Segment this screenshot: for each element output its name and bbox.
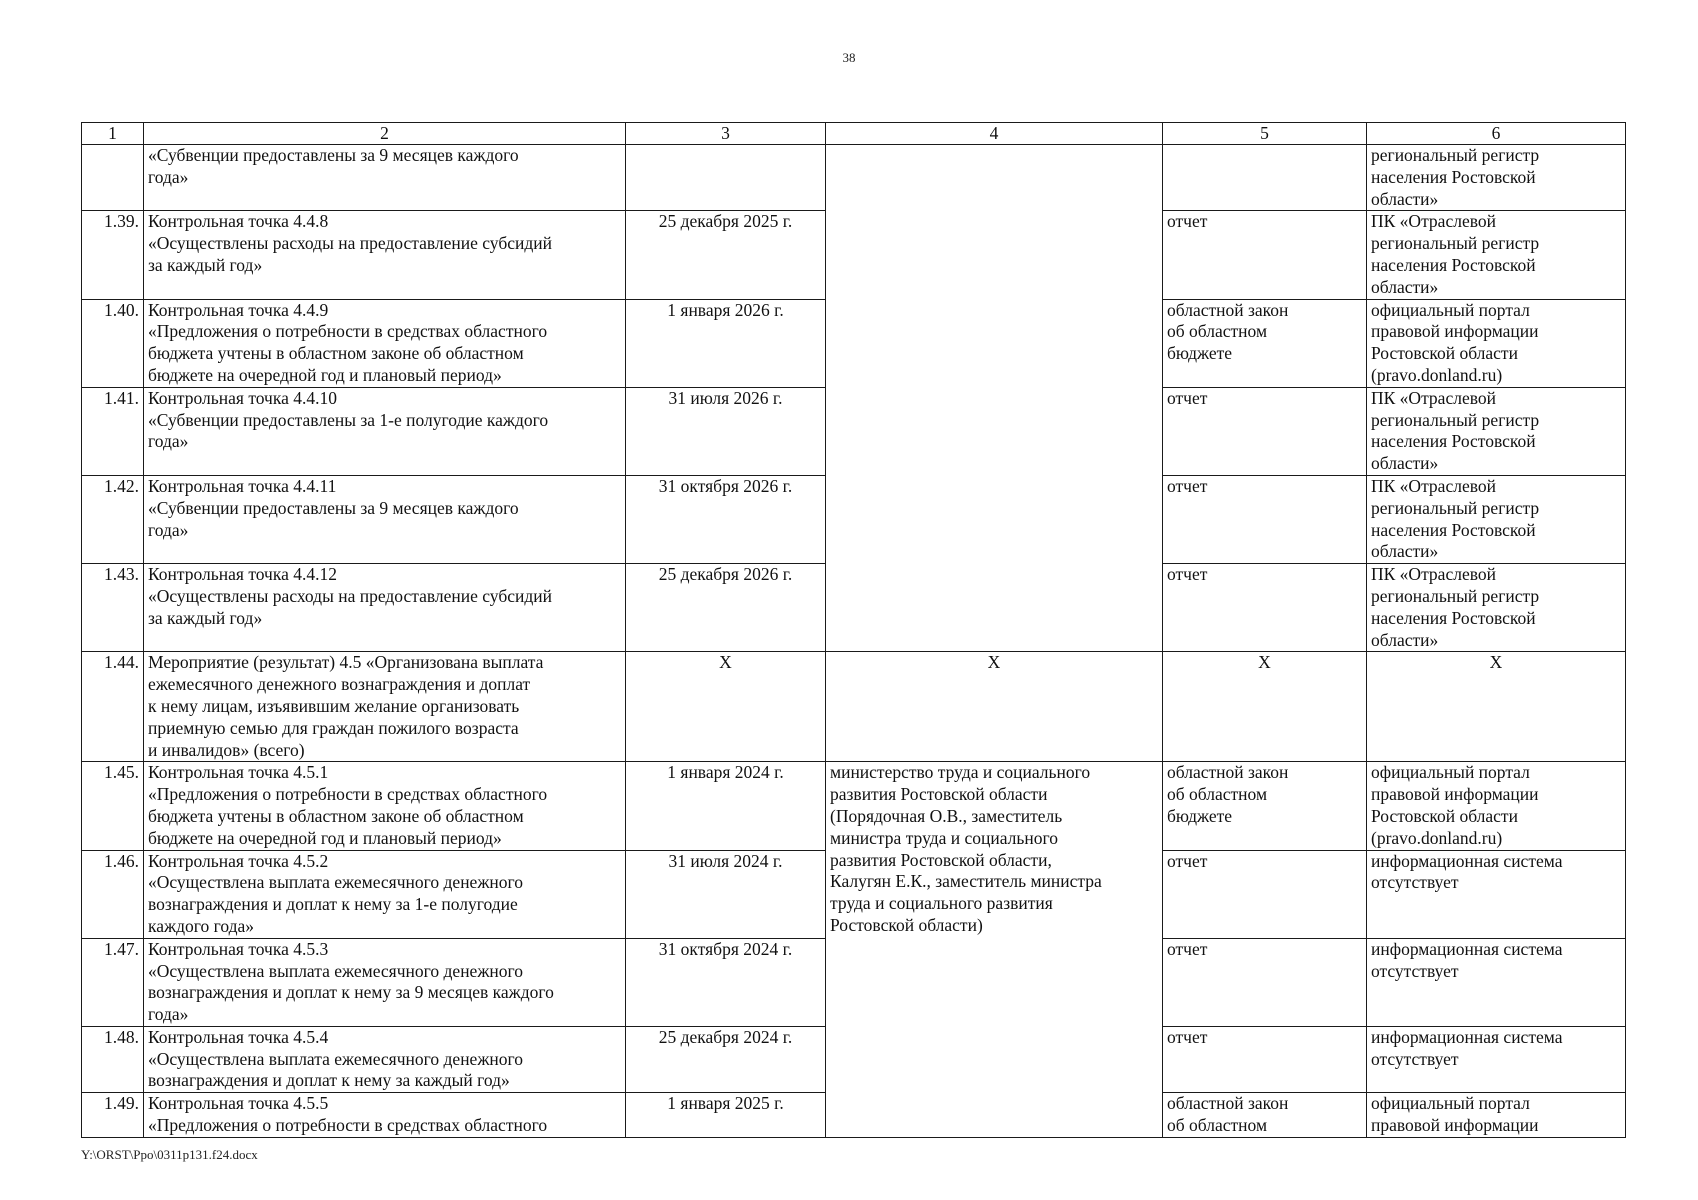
- row-text: Контрольная точка 4.4.8 «Осуществлены расходы на предоставление субсидий за каждый год»: [144, 211, 626, 299]
- row-text: Контрольная точка 4.5.2 «Осуществлена выплата ежемесячного денежного вознаграждения и доплат к нему за 1-е полугодие каждого года»: [144, 850, 626, 938]
- row-text: Мероприятие (результат) 4.5 «Организована выплата ежемесячного денежного вознаграждения и доплат к нему лицам, изъявившим желание организовать приемную семью для граждан пожилого возраста и инвалидов» (всего): [144, 652, 626, 762]
- row-document: отчет: [1163, 1026, 1367, 1092]
- row-date: 31 июля 2026 г.: [626, 387, 826, 475]
- header-cell: 3: [626, 123, 826, 145]
- header-cell: 2: [144, 123, 626, 145]
- row-source: информационная система отсутствует: [1367, 938, 1626, 1026]
- table-row: [82, 145, 1626, 211]
- row-document: X: [1163, 652, 1367, 762]
- table-row: [82, 652, 1626, 762]
- row-number: 1.40.: [82, 299, 144, 387]
- row-text: Контрольная точка 4.4.11 «Субвенции предоставлены за 9 месяцев каждого года»: [144, 475, 626, 563]
- row-document: отчет: [1163, 564, 1367, 652]
- row-document: отчет: [1163, 850, 1367, 938]
- row-number: 1.49.: [82, 1093, 144, 1138]
- row-text: Контрольная точка 4.4.10 «Субвенции предоставлены за 1-е полугодие каждого года»: [144, 387, 626, 475]
- page-number: 38: [842, 50, 856, 65]
- row-text: Контрольная точка 4.5.4 «Осуществлена выплата ежемесячного денежного вознаграждения и доплат к нему за каждый год»: [144, 1026, 626, 1092]
- row-date: 31 октября 2026 г.: [626, 475, 826, 563]
- header-cell: 6: [1367, 123, 1626, 145]
- row-number: 1.39.: [82, 211, 144, 299]
- row-document: областной закон об областном бюджете: [1163, 762, 1367, 850]
- row-number: 1.45.: [82, 762, 144, 850]
- row-text: «Субвенции предоставлены за 9 месяцев каждого года»: [144, 145, 626, 211]
- row-source: информационная система отсутствует: [1367, 850, 1626, 938]
- row-number: [82, 145, 144, 211]
- row-responsible-empty: [826, 145, 1163, 652]
- row-text: Контрольная точка 4.4.9 «Предложения о потребности в средствах областного бюджета учтены в областном законе об областном бюджете на очередной год и плановый период»: [144, 299, 626, 387]
- row-document: областной закон об областном бюджете: [1163, 299, 1367, 387]
- row-responsible: X: [826, 652, 1163, 762]
- row-source: ПК «Отраслевой региональный регистр населения Ростовской области»: [1367, 564, 1626, 652]
- row-number: 1.41.: [82, 387, 144, 475]
- row-source: X: [1367, 652, 1626, 762]
- row-date: 25 декабря 2024 г.: [626, 1026, 826, 1092]
- footer-file-path: Y:\ORST\Ppo\0311p131.f24.docx: [81, 1147, 258, 1162]
- row-text: Контрольная точка 4.5.3 «Осуществлена выплата ежемесячного денежного вознаграждения и доплат к нему за 9 месяцев каждого года»: [144, 938, 626, 1026]
- row-document: отчет: [1163, 475, 1367, 563]
- header-cell: 1: [82, 123, 144, 145]
- row-document: отчет: [1163, 211, 1367, 299]
- row-number: 1.42.: [82, 475, 144, 563]
- row-source: ПК «Отраслевой региональный регистр населения Ростовской области»: [1367, 387, 1626, 475]
- row-source: ПК «Отраслевой региональный регистр населения Ростовской области»: [1367, 475, 1626, 563]
- row-source: официальный портал правовой информации Ростовской области (pravo.donland.ru): [1367, 299, 1626, 387]
- row-date: 1 января 2025 г.: [626, 1093, 826, 1138]
- row-number: 1.48.: [82, 1026, 144, 1092]
- row-date: 1 января 2024 г.: [626, 762, 826, 850]
- header-cell: 5: [1163, 123, 1367, 145]
- header-cell: 4: [826, 123, 1163, 145]
- row-source: информационная система отсутствует: [1367, 1026, 1626, 1092]
- row-date: 25 декабря 2025 г.: [626, 211, 826, 299]
- row-date: 31 октября 2024 г.: [626, 938, 826, 1026]
- row-document: отчет: [1163, 938, 1367, 1026]
- row-date: [626, 145, 826, 211]
- plan-table: [81, 122, 1626, 1138]
- row-source: официальный портал правовой информации Ростовской области (pravo.donland.ru): [1367, 762, 1626, 850]
- header-row: [82, 123, 1626, 145]
- row-date: 31 июля 2024 г.: [626, 850, 826, 938]
- row-source: ПК «Отраслевой региональный регистр населения Ростовской области»: [1367, 211, 1626, 299]
- row-document: отчет: [1163, 387, 1367, 475]
- row-date: 25 декабря 2026 г.: [626, 564, 826, 652]
- row-text: Контрольная точка 4.5.1 «Предложения о потребности в средствах областного бюджета учтены в областном законе об областном бюджете на очередной год и плановый период»: [144, 762, 626, 850]
- row-source: официальный портал правовой информации: [1367, 1093, 1626, 1138]
- row-responsible: министерство труда и социального развития Ростовской области (Порядочная О.В., заместитель министра труда и социального развития Ростовской области, Калугян Е.К., заместитель министра труда и социального развития Ростовской области): [826, 762, 1163, 1138]
- row-date: 1 января 2026 г.: [626, 299, 826, 387]
- row-text: Контрольная точка 4.4.12 «Осуществлены расходы на предоставление субсидий за каждый год»: [144, 564, 626, 652]
- row-number: 1.44.: [82, 652, 144, 762]
- row-number: 1.46.: [82, 850, 144, 938]
- row-source: региональный регистр населения Ростовской области»: [1367, 145, 1626, 211]
- row-number: 1.47.: [82, 938, 144, 1026]
- row-document: [1163, 145, 1367, 211]
- row-date: X: [626, 652, 826, 762]
- row-document: областной закон об областном: [1163, 1093, 1367, 1138]
- row-text: Контрольная точка 4.5.5 «Предложения о потребности в средствах областного: [144, 1093, 626, 1138]
- table-row: [82, 762, 1626, 850]
- row-number: 1.43.: [82, 564, 144, 652]
